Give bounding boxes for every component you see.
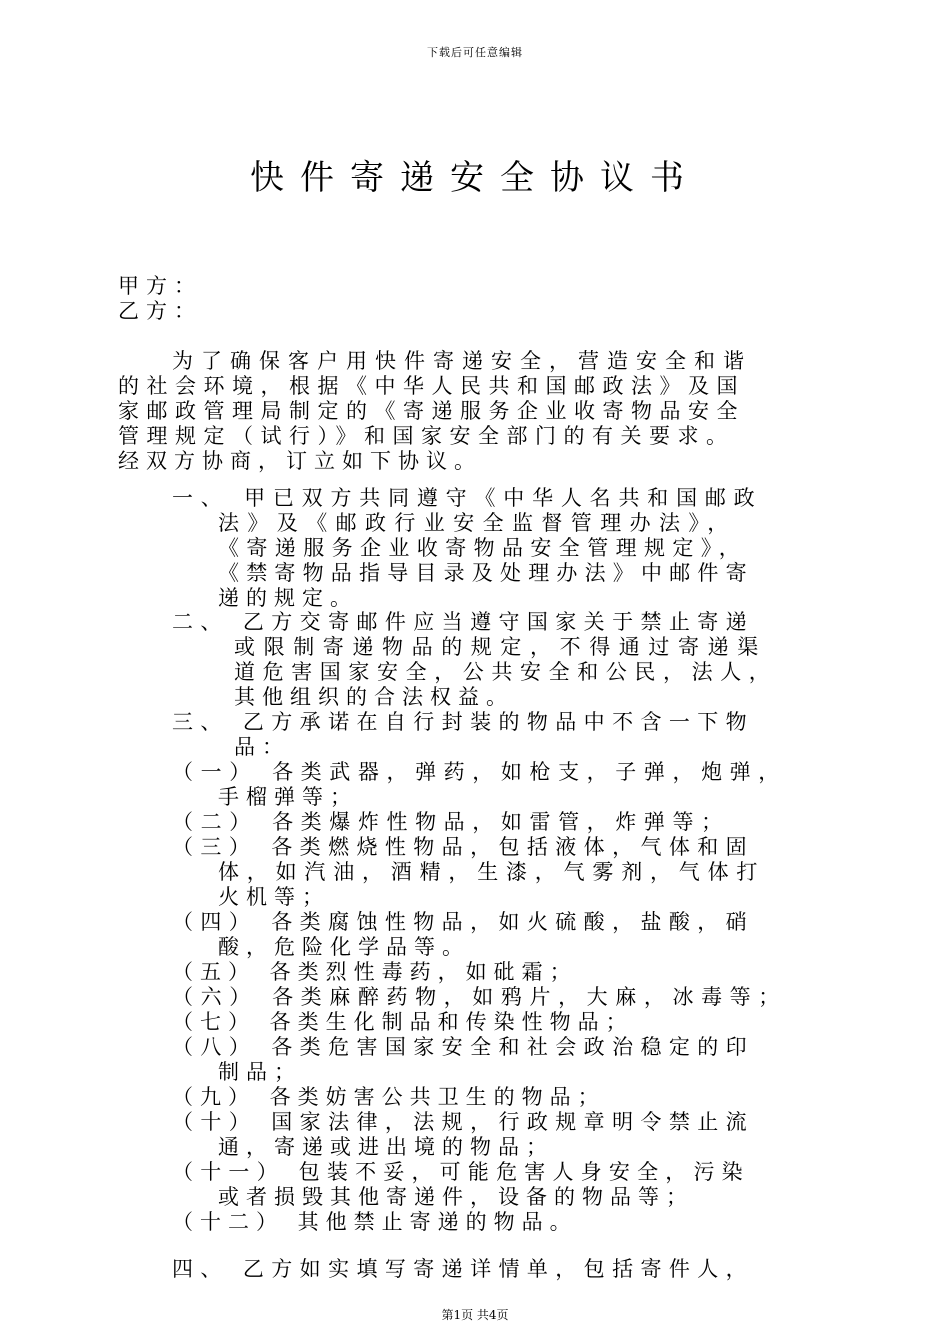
prohibited-item: （九） 各类妨害公共卫生的物品； [172, 1085, 606, 1109]
prohibited-item: （三） 各类燃烧性物品，包括液体，气体和固 [172, 835, 755, 859]
clause-2-line: 二、 乙方交寄邮件应当遵守国家关于禁止寄递 [172, 610, 755, 634]
prohibited-item: （一） 各类武器，弹药，如枪支，子弹，炮弹， [172, 760, 787, 784]
prohibited-item: 制品； [218, 1060, 302, 1084]
prohibited-item: （十一） 包装不妥，可能危害人身安全，污染 [172, 1160, 750, 1184]
clause-2-line: 其他组织的合法权益。 [234, 685, 514, 709]
intro-line: 家邮政管理局制定的《寄递服务企业收寄物品安全 [118, 399, 745, 423]
prohibited-item: 火机等； [218, 885, 330, 909]
prohibited-item: 通，寄递或进出境的物品； [218, 1135, 554, 1159]
page-header: 下载后可任意编辑 [427, 46, 523, 59]
prohibited-item: 体，如汽油，酒精，生漆，气雾剂，气体打 [218, 860, 766, 884]
prohibited-item: 或者损毁其他寄递件，设备的物品等； [218, 1185, 694, 1209]
document-title: 快件寄递安全协议书 [250, 158, 700, 198]
clause-2-line: 或限制寄递物品的规定，不得通过寄递渠 [234, 635, 767, 659]
clause-3-line: 品： [234, 735, 290, 759]
prohibited-item: 酸，危险化学品等。 [218, 935, 470, 959]
prohibited-item: （四） 各类腐蚀性物品，如火硫酸，盐酸，硝 [172, 910, 755, 934]
prohibited-item: （八） 各类危害国家安全和社会政治稳定的印 [172, 1035, 755, 1059]
prohibited-item: （五） 各类烈性毒药，如砒霜； [172, 960, 578, 984]
party-a-label: 甲方： [118, 274, 202, 298]
clause-1-line: 一、 甲已双方共同遵守《中华人名共和国邮政 [172, 486, 763, 510]
page-footer: 第1页 共4页 [441, 1308, 509, 1322]
clause-4-line: 四、 乙方如实填写寄递详情单，包括寄件人， [172, 1257, 755, 1281]
prohibited-item: （二） 各类爆炸性物品，如雷管，炸弹等； [172, 810, 730, 834]
clause-2-line: 道危害国家安全，公共安全和公民，法人， [234, 660, 778, 684]
intro-line: 管理规定（试行）》和国家安全部门的有关要求。 [118, 424, 735, 448]
intro-line: 为了确保客户用快件寄递安全，营造安全和谐 [172, 349, 752, 373]
intro-line: 的社会环境，根据《中华人民共和国邮政法》及国 [118, 374, 745, 398]
prohibited-item: （十二） 其他禁止寄递的物品。 [172, 1210, 578, 1234]
clause-1-line: 递的规定。 [218, 586, 358, 610]
clause-1-line: 《寄递服务企业收寄物品安全管理规定》， [218, 536, 748, 560]
party-b-label: 乙方： [118, 299, 202, 323]
prohibited-item: （六） 各类麻醉药物，如鸦片，大麻，冰毒等； [172, 985, 787, 1009]
clause-3-line: 三、 乙方承诺在自行封装的物品中不含一下物 [172, 710, 755, 734]
prohibited-item: （十） 国家法律，法规，行政规章明令禁止流 [172, 1110, 755, 1134]
intro-line: 经双方协商，订立如下协议。 [118, 449, 482, 473]
clause-1-line: 《禁寄物品指导目录及处理办法》中邮件寄 [218, 561, 754, 585]
clause-1-line: 法》及《邮政行业安全监督管理办法》， [218, 511, 737, 535]
prohibited-item: （七） 各类生化制品和传染性物品； [172, 1010, 634, 1034]
prohibited-item: 手榴弹等； [218, 785, 358, 809]
